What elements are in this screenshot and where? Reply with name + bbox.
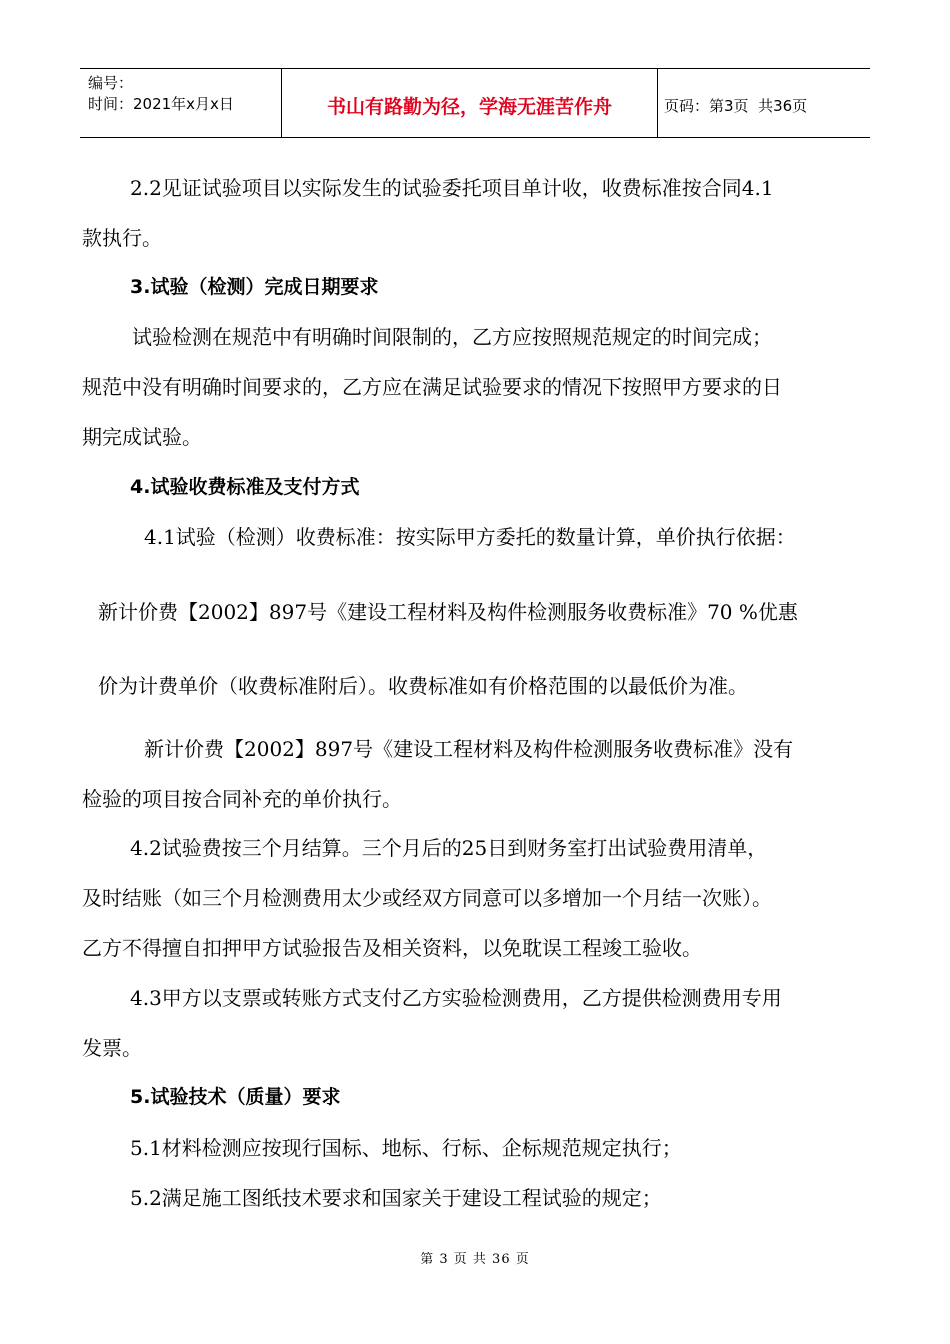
- paragraph-3-line-1: 试验检测在规范中有明确时间限制的，乙方应按照规范规定的时间完成；: [132, 325, 772, 349]
- paragraph-3-line-2: 规范中没有明确时间要求的，乙方应在满足试验要求的情况下按照甲方要求的日: [82, 375, 782, 399]
- header-meta: [80, 69, 282, 137]
- paragraph-2-2-line-2: 款执行。: [82, 226, 162, 250]
- header-page-info: 页码：第3页 共36页: [664, 96, 808, 115]
- paragraph-4-1-extra-line-1: 新计价费【2002】897号《建设工程材料及构件检测服务收费标准》没有: [144, 737, 794, 761]
- paragraph-4-1-line-3: 价为计费单价（收费标准附后）。收费标准如有价格范围的以最低价为准。: [98, 674, 748, 698]
- document-date: 时间：2021年x月x日: [88, 95, 234, 113]
- paragraph-5-1: 5.1材料检测应按现行国标、地标、行标、企标规范规定执行；: [130, 1136, 682, 1160]
- paragraph-2-2-line-1: 2.2见证试验项目以实际发生的试验委托项目单计收，收费标准按合同4.1: [130, 176, 774, 200]
- section-heading-5: 5.试验技术（质量）要求: [130, 1086, 341, 1108]
- section-heading-4: 4.试验收费标准及支付方式: [130, 476, 360, 498]
- paragraph-4-1-line-2: 新计价费【2002】897号《建设工程材料及构件检测服务收费标准》70 %优惠: [98, 600, 798, 624]
- page-header: [80, 68, 870, 138]
- paragraph-4-1-line-1: 4.1试验（检测）收费标准：按实际甲方委托的数量计算，单价执行依据：: [144, 525, 796, 549]
- paragraph-4-2-line-2: 及时结账（如三个月检测费用太少或经双方同意可以多增加一个月结一次账）。: [82, 886, 772, 910]
- paragraph-4-2-line-1: 4.2试验费按三个月结算。三个月后的25日到财务室打出试验费用清单，: [130, 836, 768, 860]
- page-footer: 第 3 页 共 36 页: [420, 1252, 530, 1267]
- header-motto: 书山有路勤为径，学海无涯苦作舟: [282, 69, 658, 137]
- paragraph-4-1-extra-line-2: 检验的项目按合同补充的单价执行。: [82, 787, 402, 811]
- paragraph-3-line-3: 期完成试验。: [82, 425, 202, 449]
- paragraph-5-2: 5.2满足施工图纸技术要求和国家关于建设工程试验的规定；: [130, 1186, 662, 1210]
- section-heading-3: 3.试验（检测）完成日期要求: [130, 276, 379, 298]
- paragraph-4-3-line-2: 发票。: [82, 1036, 142, 1060]
- paragraph-4-2-line-3: 乙方不得擅自扣押甲方试验报告及相关资料，以免耽误工程竣工验收。: [82, 936, 702, 960]
- document-number-label: 编号：: [88, 74, 134, 92]
- paragraph-4-3-line-1: 4.3甲方以支票或转账方式支付乙方实验检测费用，乙方提供检测费用专用: [130, 986, 782, 1010]
